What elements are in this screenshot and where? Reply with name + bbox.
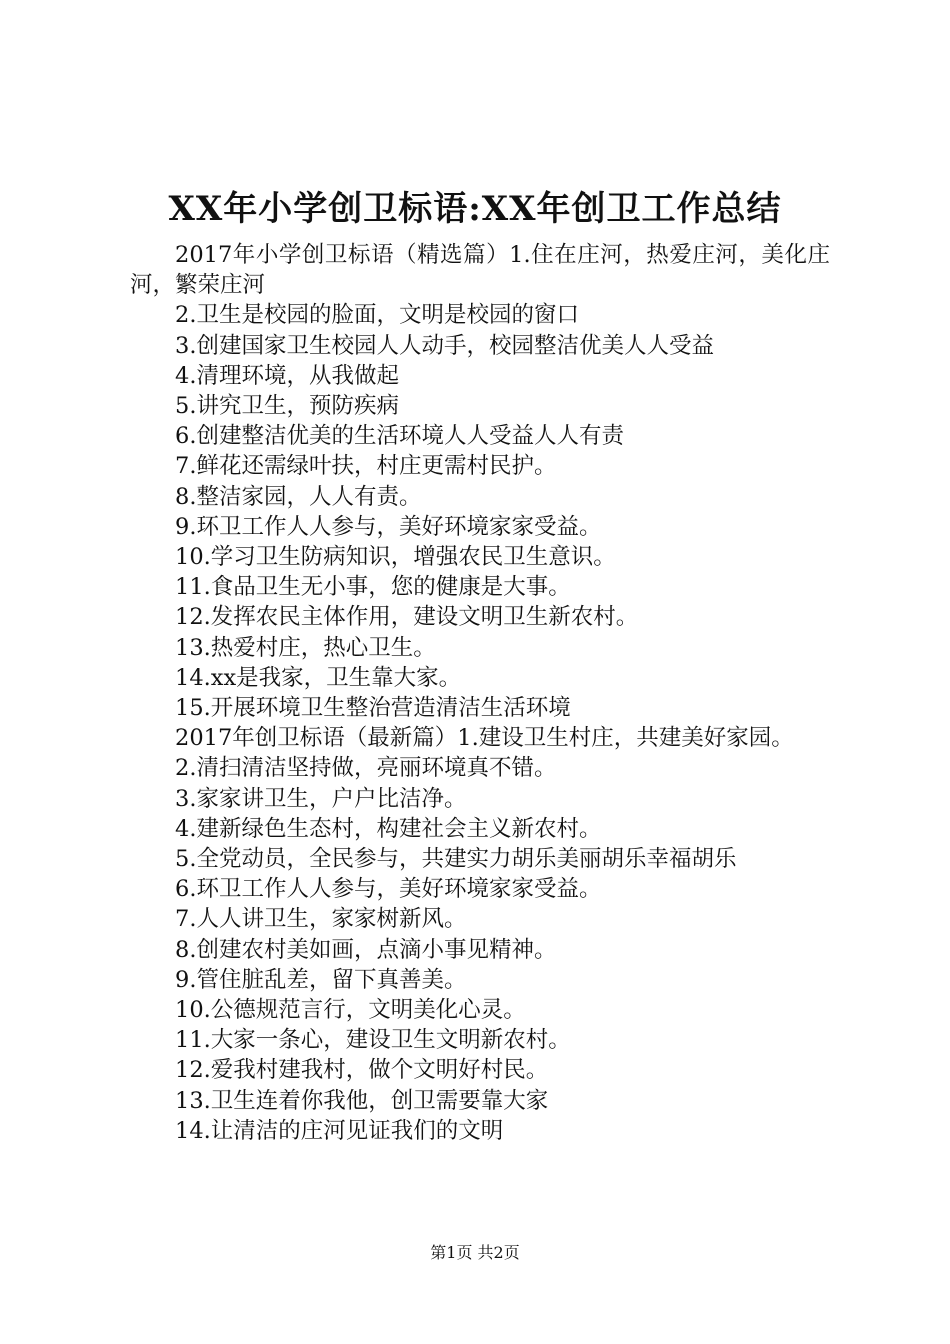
paragraph: 2017年创卫标语（最新篇）1.建设卫生村庄，共建美好家园。 <box>175 725 794 752</box>
paragraph: 4.建新绿色生态村，构建社会主义新农村。 <box>175 815 602 842</box>
paragraph: 9.管住脏乱差，留下真善美。 <box>175 966 467 993</box>
paragraph: 6.环卫工作人人参与，美好环境家家受益。 <box>175 876 602 903</box>
paragraph: 5.讲究卫生，预防疾病 <box>175 393 399 420</box>
document-body <box>130 240 830 1146</box>
paragraph: 2017年小学创卫标语（精选篇）1.住在庄河，热爱庄河，美化庄河，繁荣庄河 <box>130 242 830 299</box>
paragraph: 8.整洁家园，人人有责。 <box>175 483 422 510</box>
paragraph: 7.人人讲卫生，家家树新风。 <box>175 906 467 933</box>
paragraph: 5.全党动员，全民参与，共建实力胡乐美丽胡乐幸福胡乐 <box>175 846 737 873</box>
paragraph: 11.食品卫生无小事，您的健康是大事。 <box>175 574 571 601</box>
paragraph: 10.学习卫生防病知识，增强农民卫生意识。 <box>175 544 616 571</box>
paragraph: 12.爱我村建我村，做个文明好村民。 <box>175 1057 549 1084</box>
paragraph: 8.创建农村美如画，点滴小事见精神。 <box>175 936 557 963</box>
paragraph: 10.公德规范言行，文明美化心灵。 <box>175 997 526 1024</box>
paragraph: 15.开展环境卫生整治营造清洁生活环境 <box>175 695 571 722</box>
document-title: XX年小学创卫标语:XX年创卫工作总结 <box>168 189 782 229</box>
paragraph: 14.xx是我家，卫生靠大家。 <box>175 664 462 691</box>
paragraph: 3.家家讲卫生，户户比洁净。 <box>175 785 467 812</box>
paragraph: 11.大家一条心，建设卫生文明新农村。 <box>175 1027 571 1054</box>
paragraph: 13.卫生连着你我他，创卫需要靠大家 <box>175 1087 549 1114</box>
paragraph: 7.鲜花还需绿叶扶，村庄更需村民护。 <box>175 453 557 480</box>
paragraph: 2.卫生是校园的脸面，文明是校园的窗口 <box>175 302 579 329</box>
page-footer: 第1页 共2页 <box>430 1243 520 1262</box>
paragraph: 12.发挥农民主体作用，建设文明卫生新农村。 <box>175 604 639 631</box>
paragraph: 9.环卫工作人人参与，美好环境家家受益。 <box>175 513 602 540</box>
paragraph: 2.清扫清洁坚持做，亮丽环境真不错。 <box>175 755 557 782</box>
paragraph: 4.清理环境，从我做起 <box>175 362 399 389</box>
paragraph: 6.创建整洁优美的生活环境人人受益人人有责 <box>175 423 624 450</box>
paragraph: 13.热爱村庄，热心卫生。 <box>175 634 436 661</box>
paragraph: 3.创建国家卫生校园人人动手，校园整洁优美人人受益 <box>175 332 714 359</box>
paragraph: 14.让清洁的庄河见证我们的文明 <box>175 1117 504 1144</box>
